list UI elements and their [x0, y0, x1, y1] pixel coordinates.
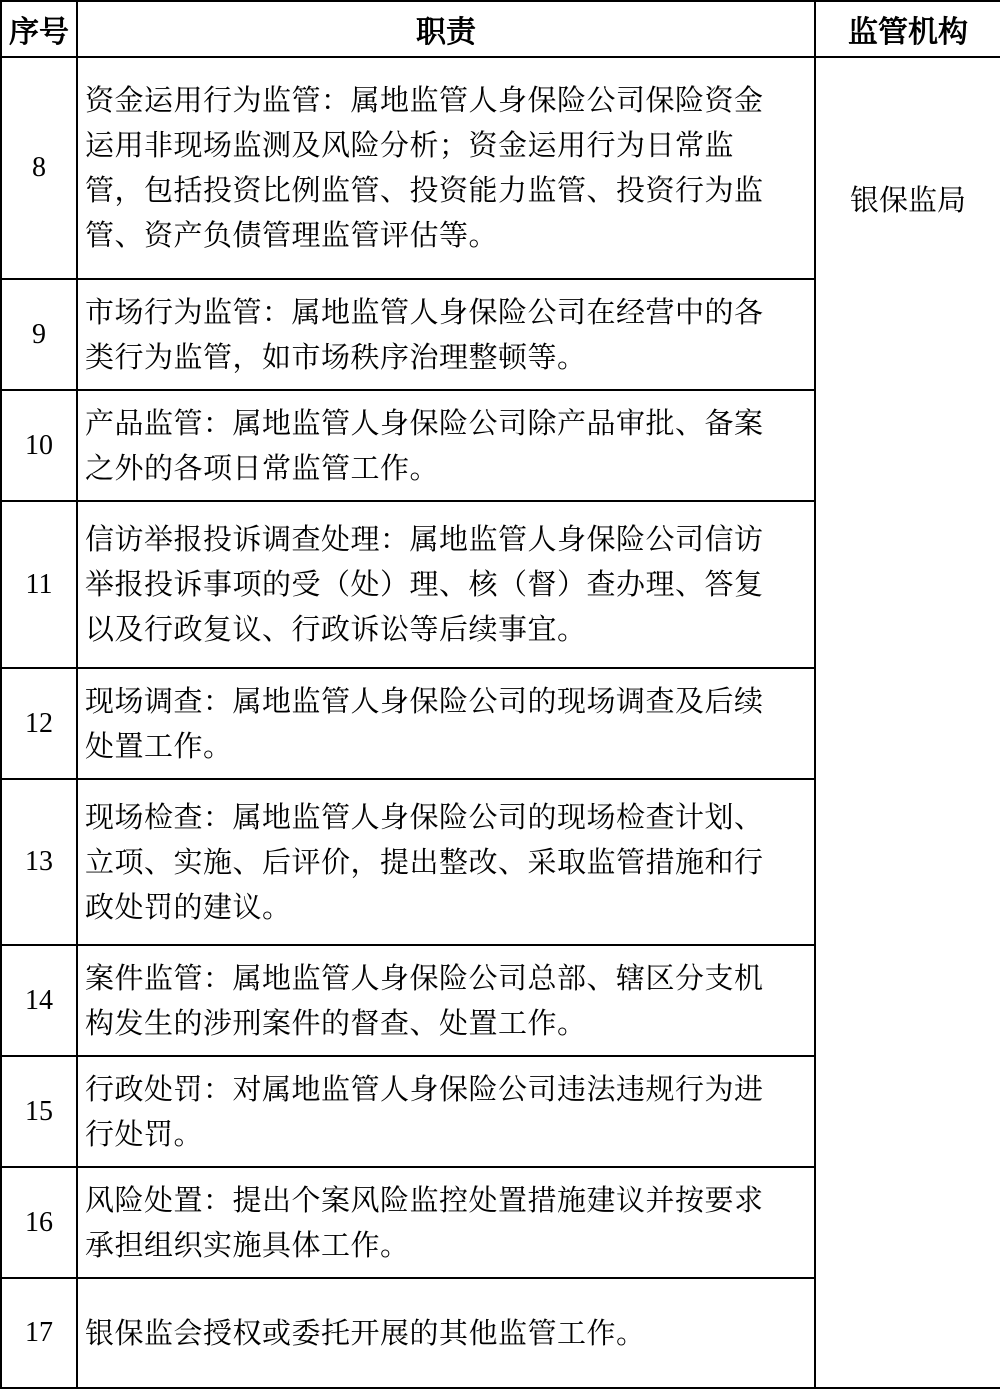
row-duty: 风险处置：提出个案风险监控处置措施建议并按要求承担组织实施具体工作。 [77, 1167, 815, 1278]
row-number: 12 [1, 668, 77, 779]
row-duty: 资金运用行为监管：属地监管人身保险公司保险资金运用非现场监测及风险分析；资金运用行为日常监管，包括投资比例监管、投资能力监管、投资行为监管、资产负债管理监管评估等。 [77, 57, 815, 279]
row-number: 9 [1, 279, 77, 390]
org-cell: 银保监局 [815, 57, 1000, 1388]
row-duty: 信访举报投诉调查处理：属地监管人身保险公司信访举报投诉事项的受（处）理、核（督）查办理、答复以及行政复议、行政诉讼等后续事宜。 [77, 501, 815, 668]
row-number: 8 [1, 57, 77, 279]
table-row [1, 57, 1000, 279]
row-duty: 现场检查：属地监管人身保险公司的现场检查计划、立项、实施、后评价，提出整改、采取监管措施和行政处罚的建议。 [77, 779, 815, 945]
header-org: 监管机构 [815, 1, 1000, 57]
row-duty: 银保监会授权或委托开展的其他监管工作。 [77, 1278, 815, 1388]
row-duty: 行政处罚：对属地监管人身保险公司违法违规行为进行处罚。 [77, 1056, 815, 1167]
row-number: 10 [1, 390, 77, 501]
header-duty: 职责 [77, 1, 815, 57]
row-duty: 产品监管：属地监管人身保险公司除产品审批、备案之外的各项日常监管工作。 [77, 390, 815, 501]
row-number: 14 [1, 945, 77, 1056]
row-number: 13 [1, 779, 77, 945]
row-number: 16 [1, 1167, 77, 1278]
row-duty: 市场行为监管：属地监管人身保险公司在经营中的各类行为监管，如市场秩序治理整顿等。 [77, 279, 815, 390]
row-duty: 案件监管：属地监管人身保险公司总部、辖区分支机构发生的涉刑案件的督查、处置工作。 [77, 945, 815, 1056]
row-duty: 现场调查：属地监管人身保险公司的现场调查及后续处置工作。 [77, 668, 815, 779]
header-no: 序号 [1, 1, 77, 57]
row-number: 17 [1, 1278, 77, 1388]
row-number: 11 [1, 501, 77, 668]
row-number: 15 [1, 1056, 77, 1167]
table-header-row [1, 1, 1000, 57]
